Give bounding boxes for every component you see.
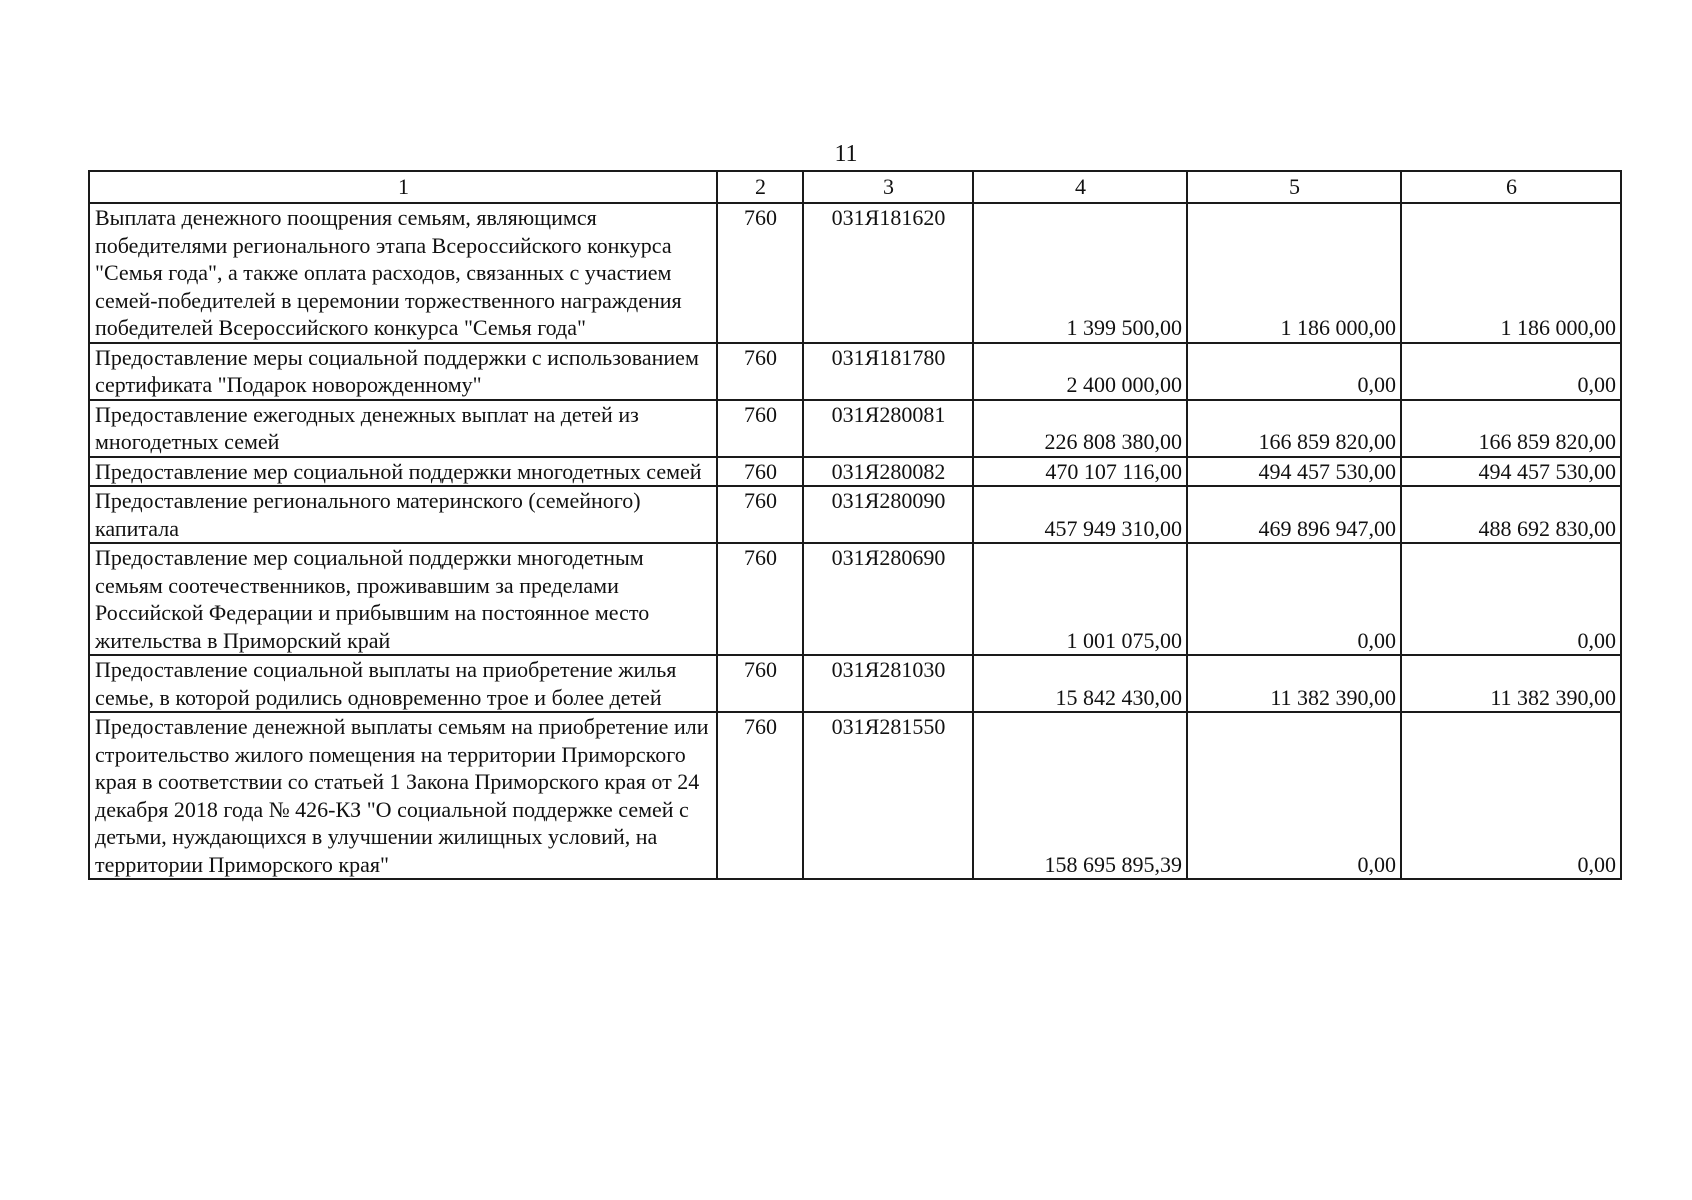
header-col-6: 6 (1401, 171, 1621, 203)
header-col-2: 2 (717, 171, 803, 203)
row-amount-col4: 470 107 116,00 (973, 457, 1187, 487)
row-amount-col5: 11 382 390,00 (1187, 655, 1401, 712)
row-code-760: 760 (717, 400, 803, 457)
row-amount-col4: 2 400 000,00 (973, 343, 1187, 400)
row-amount-col4: 226 808 380,00 (973, 400, 1187, 457)
row-amount-col5: 0,00 (1187, 712, 1401, 879)
table-header-row (89, 171, 1621, 203)
row-amount-col6: 488 692 830,00 (1401, 486, 1621, 543)
row-code-760: 760 (717, 655, 803, 712)
row-target-code: 031Я281030 (803, 655, 973, 712)
row-amount-col6: 11 382 390,00 (1401, 655, 1621, 712)
row-amount-col5: 166 859 820,00 (1187, 400, 1401, 457)
row-amount-col6: 0,00 (1401, 343, 1621, 400)
table-row (89, 486, 1621, 543)
row-amount-col6: 494 457 530,00 (1401, 457, 1621, 487)
row-description: Предоставление ежегодных денежных выплат на детей из многодетных семей (89, 400, 717, 457)
row-code-760: 760 (717, 543, 803, 655)
header-col-5: 5 (1187, 171, 1401, 203)
row-amount-col6: 0,00 (1401, 712, 1621, 879)
row-target-code: 031Я181780 (803, 343, 973, 400)
row-amount-col4: 1 399 500,00 (973, 203, 1187, 343)
table-row (89, 203, 1621, 343)
row-amount-col4: 158 695 895,39 (973, 712, 1187, 879)
row-code-760: 760 (717, 712, 803, 879)
row-code-760: 760 (717, 457, 803, 487)
table-row (89, 457, 1621, 487)
table-row (89, 655, 1621, 712)
row-code-760: 760 (717, 486, 803, 543)
row-code-760: 760 (717, 203, 803, 343)
budget-table (88, 170, 1622, 880)
header-col-1: 1 (89, 171, 717, 203)
row-amount-col4: 15 842 430,00 (973, 655, 1187, 712)
row-target-code: 031Я181620 (803, 203, 973, 343)
table-row (89, 400, 1621, 457)
row-target-code: 031Я281550 (803, 712, 973, 879)
row-target-code: 031Я280082 (803, 457, 973, 487)
row-amount-col5: 494 457 530,00 (1187, 457, 1401, 487)
row-target-code: 031Я280090 (803, 486, 973, 543)
row-description: Предоставление социальной выплаты на приобретение жилья семье, в которой родились одновременно трое и более детей (89, 655, 717, 712)
header-col-4: 4 (973, 171, 1187, 203)
row-amount-col5: 469 896 947,00 (1187, 486, 1401, 543)
row-target-code: 031Я280690 (803, 543, 973, 655)
row-description: Предоставление мер социальной поддержки многодетным семьям соотечественников, проживавшим за пределами Российской Федерации и прибывшим на постоянное место жительства в Приморский край (89, 543, 717, 655)
table-row (89, 712, 1621, 879)
row-description: Предоставление мер социальной поддержки многодетных семей (89, 457, 717, 487)
row-amount-col5: 0,00 (1187, 543, 1401, 655)
row-target-code: 031Я280081 (803, 400, 973, 457)
row-description: Предоставление меры социальной поддержки с использованием сертификата "Подарок новорожденному" (89, 343, 717, 400)
row-amount-col6: 0,00 (1401, 543, 1621, 655)
row-amount-col5: 1 186 000,00 (1187, 203, 1401, 343)
row-amount-col6: 1 186 000,00 (1401, 203, 1621, 343)
row-amount-col5: 0,00 (1187, 343, 1401, 400)
row-code-760: 760 (717, 343, 803, 400)
header-col-3: 3 (803, 171, 973, 203)
table-row (89, 343, 1621, 400)
row-amount-col6: 166 859 820,00 (1401, 400, 1621, 457)
row-description: Выплата денежного поощрения семьям, являющимся победителями регионального этапа Всероссийского конкурса "Семья года", а также оплата расходов, связанных с участием семей-победителей в церемонии торжественного награждения победителей Всероссийского конкурса "Семья года" (89, 203, 717, 343)
row-amount-col4: 457 949 310,00 (973, 486, 1187, 543)
table-row (89, 543, 1621, 655)
page-number: 11 (834, 141, 858, 167)
row-description: Предоставление денежной выплаты семьям на приобретение или строительство жилого помещения на территории Приморского края в соответствии со статьей 1 Закона Приморского края от 24 декабря 2018 года № 426-КЗ "О социальной поддержке семей с детьми, нуждающихся в улучшении жилищных условий, на территории Приморского края" (89, 712, 717, 879)
row-description: Предоставление регионального материнского (семейного) капитала (89, 486, 717, 543)
row-amount-col4: 1 001 075,00 (973, 543, 1187, 655)
